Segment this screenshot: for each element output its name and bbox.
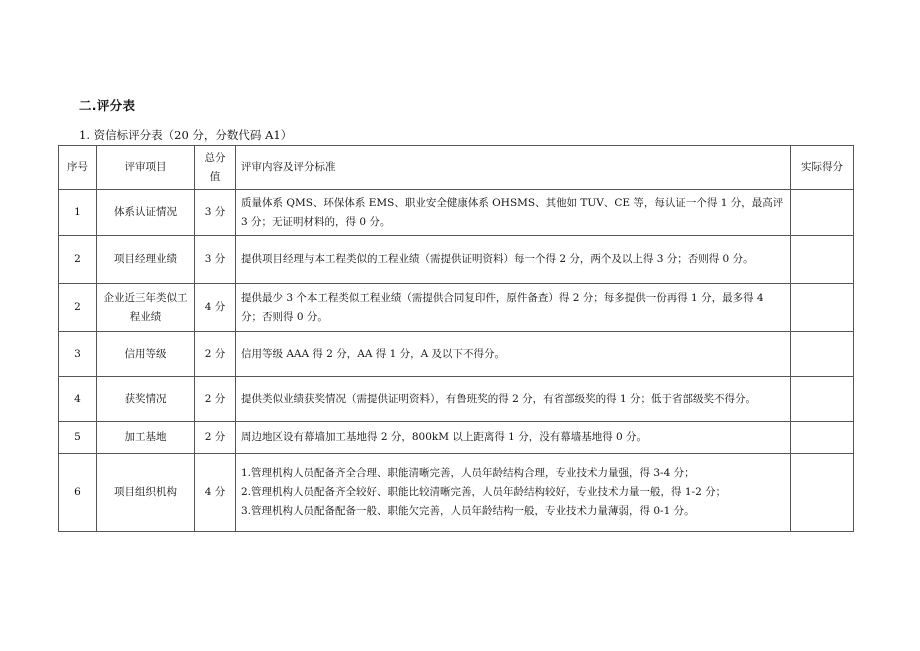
header-total: 总分值 — [195, 146, 236, 190]
section-title: 二.评分表 — [79, 98, 136, 113]
criteria-line: 1.管理机构人员配备齐全合理、职能清晰完善，人员年龄结构合理，专业技术力量强，得 3-4 分； — [241, 467, 695, 479]
row-actual-score-cell — [791, 332, 854, 377]
table-header-row — [59, 146, 854, 190]
header-item: 评审项目 — [97, 146, 195, 190]
row-index: 2 — [59, 236, 97, 284]
row-index: 6 — [59, 454, 97, 532]
table-caption: 1. 资信标评分表（20 分，分数代码 A1） — [79, 128, 293, 142]
table-row — [59, 236, 854, 284]
row-actual-score-cell — [791, 422, 854, 454]
row-item: 信用等级 — [97, 332, 195, 377]
table-row — [59, 454, 854, 532]
header-criteria: 评审内容及评分标准 — [236, 146, 791, 190]
row-criteria: 信用等级 AAA 得 2 分，AA 得 1 分，A 及以下不得分。 — [236, 332, 791, 377]
row-total: 4 分 — [195, 454, 236, 532]
row-index: 3 — [59, 332, 97, 377]
row-total: 3 分 — [195, 190, 236, 236]
criteria-line: 3.管理机构人员配备配备一般、职能欠完善，人员年龄结构一般，专业技术力量薄弱，得 0-1 分。 — [241, 505, 695, 517]
table-row — [59, 332, 854, 377]
row-index: 4 — [59, 377, 97, 422]
row-total: 3 分 — [195, 236, 236, 284]
row-actual-score-cell — [791, 190, 854, 236]
row-item: 项目经理业绩 — [97, 236, 195, 284]
row-total: 2 分 — [195, 332, 236, 377]
row-criteria — [236, 454, 791, 532]
header-actual: 实际得分 — [791, 146, 854, 190]
row-actual-score-cell — [791, 236, 854, 284]
row-index: 2 — [59, 284, 97, 332]
row-item: 加工基地 — [97, 422, 195, 454]
row-total: 2 分 — [195, 422, 236, 454]
header-index: 序号 — [59, 146, 97, 190]
row-item: 获奖情况 — [97, 377, 195, 422]
row-item: 项目组织机构 — [97, 454, 195, 532]
row-criteria: 质量体系 QMS、环保体系 EMS、职业安全健康体系 OHSMS、其他如 TUV、CE 等，每认证一个得 1 分，最高评 3 分；无证明材料的，得 0 分。 — [236, 190, 791, 236]
row-actual-score-cell — [791, 454, 854, 532]
table-row — [59, 422, 854, 454]
row-total: 4 分 — [195, 284, 236, 332]
row-index: 1 — [59, 190, 97, 236]
row-criteria: 周边地区设有幕墙加工基地得 2 分，800kM 以上距离得 1 分，没有幕墙基地得 0 分。 — [236, 422, 791, 454]
row-actual-score-cell — [791, 377, 854, 422]
row-index: 5 — [59, 422, 97, 454]
row-total: 2 分 — [195, 377, 236, 422]
criteria-line: 2.管理机构人员配备齐全较好、职能比较清晰完善，人员年龄结构较好，专业技术力量一般，得 1-2 分； — [241, 486, 727, 498]
row-actual-score-cell — [791, 284, 854, 332]
row-criteria: 提供最少 3 个本工程类似工程业绩（需提供合同复印件，原件备查）得 2 分；每多提供一份再得 1 分，最多得 4 分；否则得 0 分。 — [236, 284, 791, 332]
table-row — [59, 284, 854, 332]
row-criteria: 提供类似业绩获奖情况（需提供证明资料），有鲁班奖的得 2 分，有省部级奖的得 1 分；低于省部级奖不得分。 — [236, 377, 791, 422]
table-row — [59, 377, 854, 422]
row-item: 企业近三年类似工程业绩 — [97, 284, 195, 332]
row-item: 体系认证情况 — [97, 190, 195, 236]
row-criteria: 提供项目经理与本工程类似的工程业绩（需提供证明资料）每一个得 2 分，两个及以上得 3 分；否则得 0 分。 — [236, 236, 791, 284]
scoring-table — [58, 145, 854, 532]
table-row — [59, 190, 854, 236]
